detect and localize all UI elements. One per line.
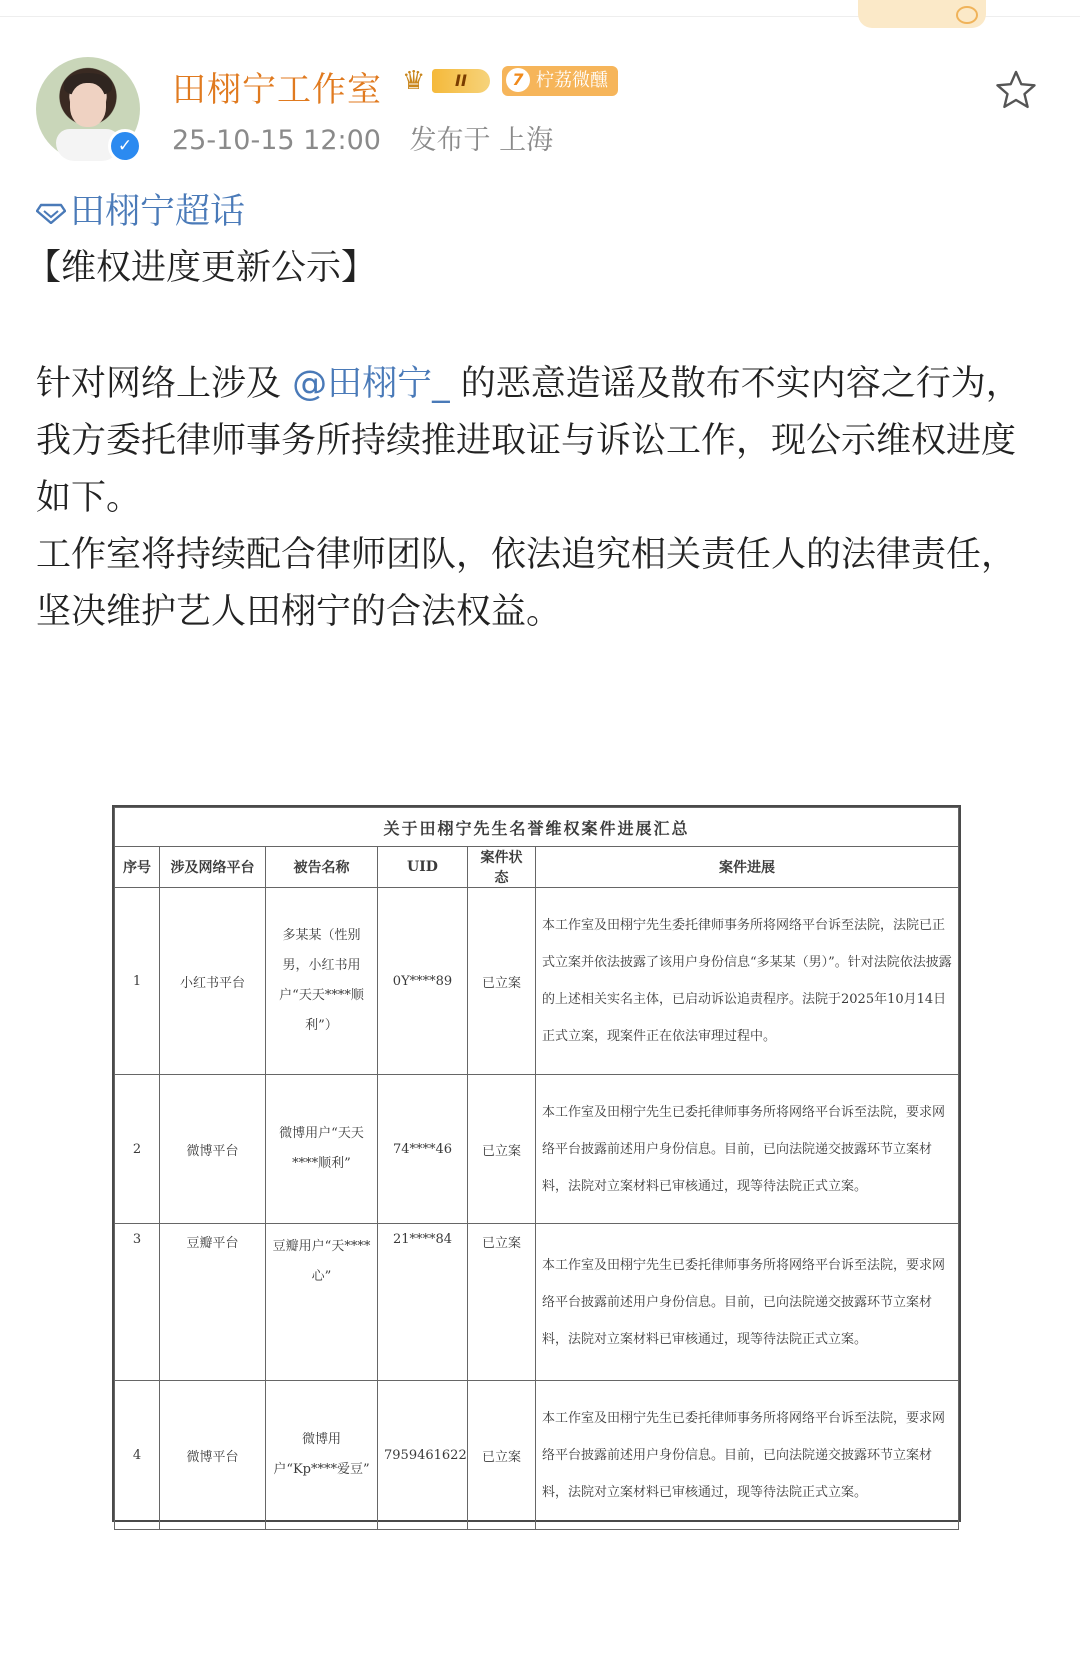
cell-status: 已立案 (468, 1381, 536, 1530)
paragraph-1-end: 的恶意造谣及散布不实内容之行为，我方委托律师事务所持续推进取证与诉讼工作，现公示维权进度如下。 (36, 364, 1021, 518)
paragraph-1-start: 针对网络上涉及 (36, 364, 293, 404)
diamond-icon (36, 202, 66, 224)
cell-status: 已立案 (468, 1075, 536, 1224)
col-header: UID (378, 847, 468, 888)
cell-no: 3 (115, 1224, 160, 1381)
table-row (115, 1075, 959, 1224)
paragraph-2: 工作室将持续配合律师团队，依法追究相关责任人的法律责任，坚决维护艺人田栩宁的合法权益。 (36, 535, 1017, 632)
avatar-face (70, 83, 106, 127)
cell-uid: 21****84 (378, 1224, 468, 1381)
cell-no: 4 (115, 1381, 160, 1530)
post-body (36, 356, 1036, 641)
cell-platform: 微博平台 (160, 1075, 266, 1224)
cell-defendant: 微博用户“天天****顺利” (266, 1075, 378, 1224)
cell-no: 1 (115, 888, 160, 1075)
fan-badge[interactable] (502, 66, 618, 96)
timestamp: 25-10-15 12:00 (172, 125, 381, 156)
table-row (115, 1224, 959, 1381)
paragraph-1 (36, 356, 1036, 527)
topic-label: 田栩宁超话 (70, 192, 246, 232)
post-meta (172, 118, 553, 157)
fan-badge-name: 柠荔微醺 (536, 70, 608, 91)
cell-status: 已立案 (468, 888, 536, 1075)
case-table (114, 807, 959, 1530)
cell-platform: 豆瓣平台 (160, 1224, 266, 1381)
cell-defendant: 多某某（性别男，小红书用户“天天****顺利”） (266, 888, 378, 1075)
username[interactable]: 田栩宁工作室 (172, 70, 382, 110)
sticker-decoration (858, 0, 986, 28)
case-summary-image[interactable] (112, 805, 961, 1522)
post-headline: 【维权进度更新公示】 (26, 248, 377, 288)
level-badge-label: II (432, 69, 490, 93)
col-header: 案件进展 (536, 847, 959, 888)
cell-progress: 本工作室及田栩宁先生委托律师事务所将网络平台诉至法院，法院已正式立案并依法披露了该用户身份信息“多某某（男）”。针对法院依法披露的上述相关实名主体，已启动诉讼追责程序。法院于2025年10月14日正式立案，现案件正在依法审理过程中。 (536, 888, 959, 1075)
col-header: 涉及网络平台 (160, 847, 266, 888)
cell-platform: 小红书平台 (160, 888, 266, 1075)
cell-progress: 本工作室及田栩宁先生已委托律师事务所将网络平台诉至法院，要求网络平台披露前述用户身份信息。目前，已向法院递交披露环节立案材料，法院对立案材料已审核通过，现等待法院正式立案。 (536, 1224, 959, 1381)
cell-no: 2 (115, 1075, 160, 1224)
level-badge[interactable] (402, 66, 494, 96)
col-header: 被告名称 (266, 847, 378, 888)
cell-uid: 0Y****89 (378, 888, 468, 1075)
location: 发布于 上海 (409, 125, 554, 156)
cell-progress: 本工作室及田栩宁先生已委托律师事务所将网络平台诉至法院，要求网络平台披露前述用户身份信息。目前，已向法院递交披露环节立案材料，法院对立案材料已审核通过，现等待法院正式立案。 (536, 1381, 959, 1530)
star-outline-icon[interactable] (994, 68, 1038, 112)
cell-uid: 7959461622 (378, 1381, 468, 1530)
crown-icon: ♛ (402, 66, 426, 96)
cell-defendant: 微博用户“Kp****爱豆” (266, 1381, 378, 1530)
fan-badge-level: 7 (506, 68, 530, 92)
table-row (115, 888, 959, 1075)
verified-check-icon: ✓ (108, 129, 142, 163)
table-title: 关于田栩宁先生名誉维权案件进展汇总 (115, 808, 959, 847)
cell-platform: 微博平台 (160, 1381, 266, 1530)
col-header: 案件状态 (468, 847, 536, 888)
mention-link[interactable]: @田栩宁_ (292, 364, 450, 404)
cell-status: 已立案 (468, 1224, 536, 1381)
cell-uid: 74****46 (378, 1075, 468, 1224)
cell-defendant: 豆瓣用户“天****心” (266, 1224, 378, 1381)
col-header: 序号 (115, 847, 160, 888)
table-row (115, 1381, 959, 1530)
topic-link[interactable] (36, 184, 245, 234)
cell-progress: 本工作室及田栩宁先生已委托律师事务所将网络平台诉至法院，要求网络平台披露前述用户身份信息。目前，已向法院递交披露环节立案材料，法院对立案材料已审核通过，现等待法院正式立案。 (536, 1075, 959, 1224)
